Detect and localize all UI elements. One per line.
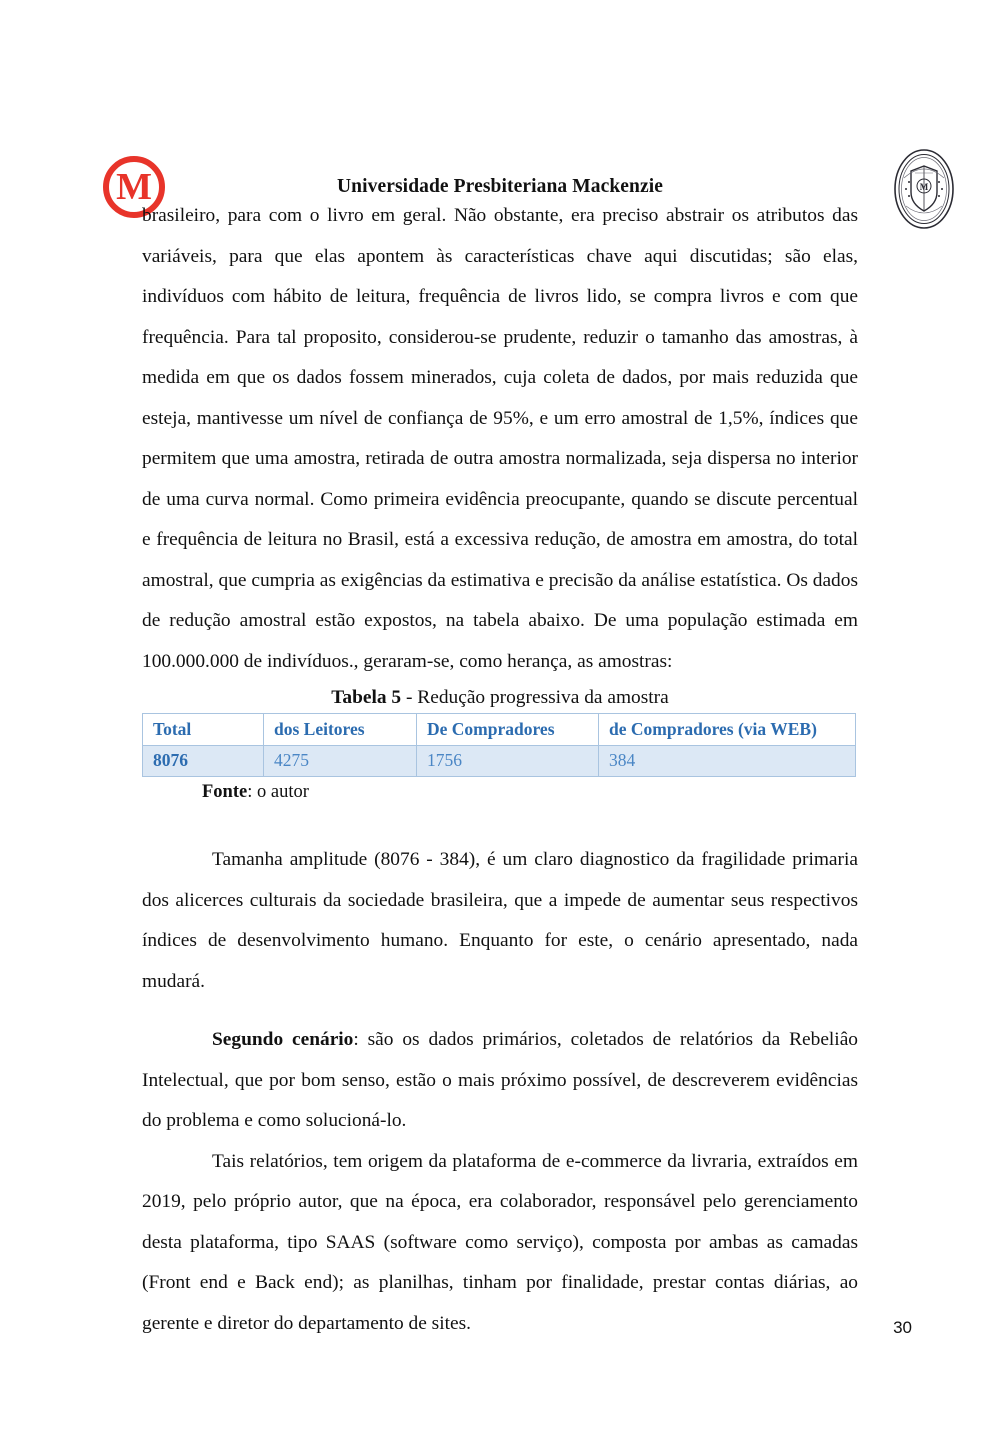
table-header-cell-total: Total xyxy=(143,714,264,746)
paragraph-segundo-cenario xyxy=(142,1020,858,1142)
page-header xyxy=(0,68,1000,208)
paragraph-relatorios: Tais relatórios, tem origem da plataforma de e-commerce da livraria, extraídos em 2019, pelo próprio autor, que na época, era colaborador, responsável pelo gerenciamento desta plataforma, tipo SAAS (software como serviço), composta por ambas as camadas (Front end e Back end); as planilhas, tinham por finalidade, prestar contas diárias, ao gerente e diretor do departamento de sites. xyxy=(142,1150,858,1334)
main-content-bottom xyxy=(142,840,858,1344)
table-header-cell-compradores: De Compradores xyxy=(417,714,599,746)
table-block xyxy=(142,686,858,803)
table-source-label: Fonte xyxy=(202,782,248,802)
table-header-row xyxy=(143,714,856,746)
table-header-cell-compradores-web: de Compradores (via WEB) xyxy=(599,714,856,746)
paragraph-continuation: brasileiro, para com o livro em geral. Não obstante, era preciso abstrair os atributos das variáveis, para que elas apontem às características chave aqui discutidas; são elas, indivíduos com hábito de leitura, frequência de livros lido, se compra livros e com que frequência. Para tal proposito, considerou-se prudente, reduzir o tamanho das amostras, à medida em que os dados fossem minerados, cuja coleta de dados, por mais reduzida que esteja, mantivesse um nível de confiança de 95%, e um erro amostral de 1,5%, índices que permitem que uma amostra, retirada de outra amostra normalizada, seja dispersa no interior de uma curva normal. Como primeira evidência preocupante, quando se discute percentual e frequência de leitura no Brasil, está a excessiva redução, de amostra em amostra, do total amostral, que cumpria as exigências da estimativa e precisão da análise estatística. Os dados de redução amostral estão expostos, na tabela abaixo. De uma população estimada em 100.000.000 de indivíduos., geraram-se, como herança, as amostras: xyxy=(142,205,858,672)
table-source xyxy=(202,782,858,803)
logo-letter: M xyxy=(116,166,152,208)
paragraph-lead-rest: : são os dados primários, coletados de relatórios da Rebeliâo Intelectual, que por bom senso, estão o mais próximo possível, de descreverem evidências do problema e como solucioná-lo. xyxy=(142,1029,858,1131)
table-row xyxy=(143,746,856,777)
table-source-text: : o autor xyxy=(247,782,309,802)
table-cell-leitores-value: 4275 xyxy=(264,746,417,777)
table-caption-label: Tabela 5 xyxy=(331,687,402,708)
table-cell-compradores-value: 1756 xyxy=(417,746,599,777)
sample-reduction-table xyxy=(142,713,856,777)
main-content-top xyxy=(142,196,858,682)
paragraph-amplitude: Tamanha amplitude (8076 - 384), é um claro diagnostico da fragilidade primaria dos alicerces culturais da sociedade brasileira, que a impede de aumentar seus respectivos índices de desenvolvimento humano. Enquanto for este, o cenário apresentado, nada mudará. xyxy=(142,849,858,992)
table-cell-compradores-web-value: 384 xyxy=(599,746,856,777)
paragraph-spacer xyxy=(142,1002,858,1020)
table-caption-text: - Redução progressiva da amostra xyxy=(401,687,669,708)
page-title: Universidade Presbiteriana Mackenzie xyxy=(336,176,664,197)
paragraph-lead-label: Segundo cenário xyxy=(212,1029,354,1050)
svg-text:M: M xyxy=(919,182,929,192)
table-cell-total-value: 8076 xyxy=(143,746,264,777)
page-number: 30 xyxy=(893,1318,912,1337)
table-header-cell-leitores: dos Leitores xyxy=(264,714,417,746)
university-seal-icon xyxy=(893,148,955,230)
table-caption xyxy=(142,686,858,710)
